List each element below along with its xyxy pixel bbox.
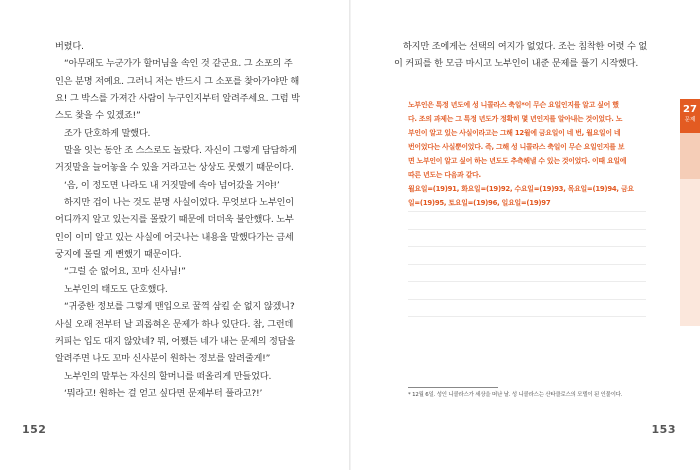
puzzle-line: 노부인은 특정 년도에 성 니콜라스 축일*이 무슨 요일인지를 알고 싶어 했 [408, 101, 619, 109]
ruled-line [408, 229, 646, 230]
puzzle-line: 다. 조의 과제는 그 특정 년도가 정확히 몇 년인지를 알아내는 것이었다. 노 [408, 115, 623, 123]
puzzle-line: 면 노부인이 알고 싶어 하는 년도도 추측해낼 수 있는 것이었다. 이때 요일에 [408, 157, 627, 165]
paragraph-line: 노부인의 말투는 자신의 할머니를 떠올리게 만들었다. [64, 370, 272, 382]
ruled-line [408, 246, 646, 247]
paragraph-line: ‘뭐라고! 원하는 걸 얻고 싶다면 문제부터 풀라고?!’ [64, 387, 263, 399]
puzzle-box [408, 98, 646, 210]
paragraph-line: 거짓말을 늘어놓을 수 있을 거라고는 상상도 못했기 때문이다. [55, 162, 294, 174]
puzzle-line: 따른 년도는 다음과 같다. [408, 171, 481, 179]
paragraph-line: 이 커피를 한 모금 마시고 노부인이 내준 문제를 풀기 시작했다. [394, 58, 639, 70]
paragraph-line: 사실 오래 전부터 날 괴롭혀온 문제가 하나 있단다. 참, 그런데 [55, 318, 294, 330]
left-body-text [55, 38, 345, 402]
right-body-text [394, 38, 664, 73]
right-page [351, 0, 700, 470]
puzzle-line: 일=(19)95, 토요일=(19)96, 일요일=(19)97 [408, 199, 551, 207]
footnote-rule [408, 387, 498, 388]
paragraph-line: “그럴 순 없어요, 꼬마 신사님!” [64, 266, 186, 278]
paragraph-line: 커피는 입도 대지 않았네? 뭐, 어쨌든 네가 내는 문제의 정답을 [55, 335, 296, 347]
tab-strip-accent [680, 133, 700, 179]
ruled-line [408, 264, 646, 265]
left-page [0, 0, 349, 470]
paragraph-line: 조가 단호하게 말했다. [64, 127, 151, 139]
puzzle-line: 번이었다는 사실뿐이었다. 즉, 그해 성 니콜라스 축일이 무슨 요일인지를 보 [408, 143, 625, 151]
puzzle-line: 월요일=(19)91, 화요일=(19)92, 수요일=(19)93, 목요일=(19)94, 금요 [408, 185, 634, 193]
paragraph-line: ‘음, 이 정도면 나라도 내 거짓말에 속아 넘어갔을 거야!’ [64, 179, 280, 191]
paragraph-line: “아무래도 누군가가 할머님을 속인 것 같군요. 그 소포의 주 [64, 58, 293, 70]
paragraph-line: 인은 분명 저예요. 그러니 저는 반드시 그 소포를 찾아가야만 해 [55, 75, 300, 87]
chapter-side-tab [680, 99, 700, 326]
paragraph-line: 스도 찾을 수 있겠죠!” [55, 110, 141, 122]
problem-number-badge [680, 99, 700, 133]
ruled-line [408, 316, 646, 317]
page-number-right: 153 [651, 423, 676, 436]
paragraph-line: 인이 이미 알고 있는 사실에 어긋나는 내용을 말했다가는 금세 [55, 231, 294, 243]
ruled-line [408, 299, 646, 300]
paragraph-line: 요! 그 박스를 가져간 사람이 누구인지부터 알려주세요. 그럼 박 [55, 93, 300, 105]
paragraph-line: “귀중한 정보를 그렇게 맨입으로 꿀꺽 삼킬 순 없지 않겠니? [64, 301, 295, 313]
problem-label: 문제 [684, 117, 696, 123]
page-number-left: 152 [22, 423, 47, 436]
paragraph-line: 어디까지 알고 있는지를 몰랐기 때문에 더더욱 불안했다. 노부 [55, 214, 294, 226]
paragraph-line: 알려주면 나도 꼬마 신사분이 원하는 정보를 알려줄게!” [55, 353, 271, 365]
ruled-line [408, 211, 646, 212]
ruled-line [408, 281, 646, 282]
footnote: * 12월 6일. 성인 니콜라스가 세상을 떠난 날. 성 니콜라스는 산타클로스의 모델이 된 인물이다. [408, 392, 623, 398]
answer-lines [408, 211, 646, 334]
paragraph-line: 하지만 겁이 나는 것도 분명 사실이었다. 무엇보다 노부인이 [64, 197, 294, 209]
puzzle-line: 부인이 알고 있는 사실이라고는 그해 12월에 금요일이 네 번, 월요일이 네 [408, 129, 621, 137]
problem-number: 27 [683, 104, 697, 115]
paragraph-line: 말을 잇는 동안 조 스스로도 놀랐다. 자신이 그렇게 담담하게 [64, 145, 297, 157]
paragraph-line: 버렸다. [55, 41, 84, 52]
paragraph-line: 궁지에 몰릴 게 뻔했기 때문이다. [55, 249, 182, 261]
paragraph-line: 하지만 조에게는 선택의 여지가 없었다. 조는 침착한 어렷 수 없 [403, 41, 648, 52]
paragraph-line: 노부인의 태도도 단호했다. [64, 283, 168, 295]
